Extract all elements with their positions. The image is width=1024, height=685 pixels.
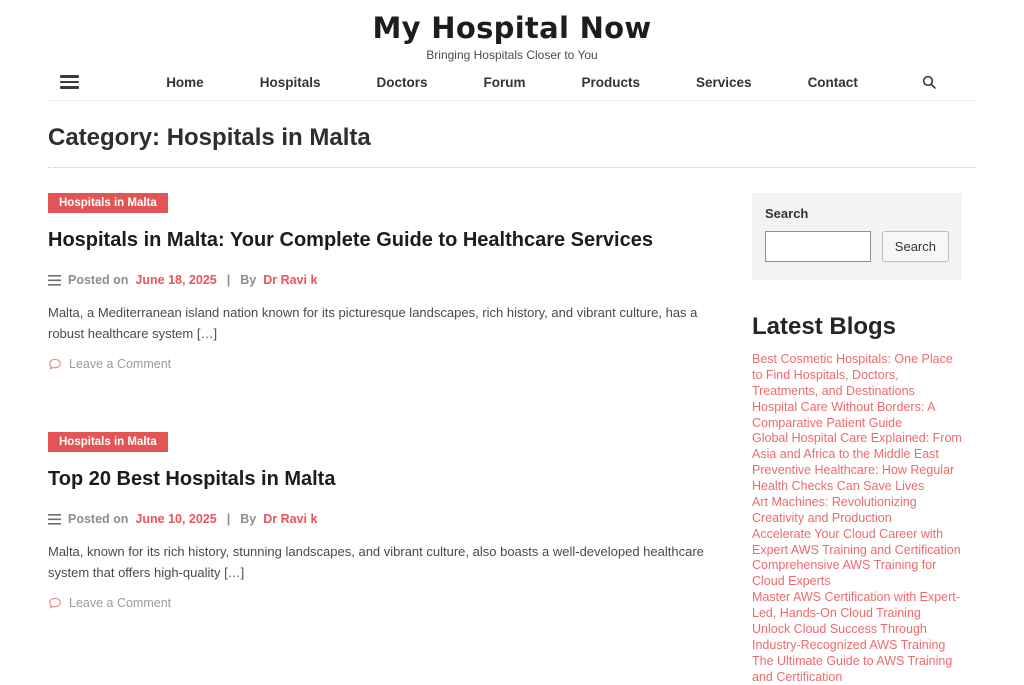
search-widget bbox=[752, 193, 962, 280]
site-tagline: Bringing Hospitals Closer to You bbox=[426, 48, 598, 62]
main-nav bbox=[0, 64, 1024, 100]
leave-a-comment-label: Leave a Comment bbox=[69, 357, 172, 372]
search-icon[interactable] bbox=[921, 74, 937, 90]
blog-link[interactable]: Master AWS Certification with Expert-Led, Hands-On Cloud Training bbox=[752, 590, 960, 620]
by-label: By bbox=[240, 273, 257, 287]
blog-link[interactable]: Art Machines: Revolutionizing Creativity and Production bbox=[752, 494, 917, 525]
page-title: Category: Hospitals in Malta bbox=[48, 124, 371, 151]
post-meta bbox=[48, 273, 722, 287]
blog-link[interactable]: Global Hospital Care Explained: From Asia and Africa to the Middle East bbox=[752, 431, 962, 462]
post-author-link[interactable]: Dr Ravi k bbox=[263, 273, 318, 287]
list-icon bbox=[48, 514, 61, 525]
category-badge[interactable]: Hospitals in Malta bbox=[48, 432, 168, 452]
post-excerpt: Malta, known for its rich history, stunning landscapes, and vibrant culture, also boasts a well-developed healthcare system that offers high-quality […] bbox=[48, 544, 704, 581]
blog-link[interactable]: Unlock Cloud Success Through Industry-Recognized AWS Training bbox=[752, 621, 946, 652]
post-title[interactable]: Hospitals in Malta: Your Complete Guide to Healthcare Services bbox=[48, 229, 653, 251]
nav-item-home[interactable]: Home bbox=[166, 74, 204, 90]
post-card bbox=[48, 432, 722, 610]
blog-link[interactable]: The Ultimate Guide to AWS Training and Certification bbox=[752, 653, 953, 684]
blog-link[interactable]: Accelerate Your Cloud Career with Expert AWS Training and Certification bbox=[752, 526, 961, 557]
leave-a-comment-link[interactable] bbox=[48, 357, 171, 371]
posted-on-label: Posted on bbox=[68, 512, 129, 527]
search-widget-title: Search bbox=[765, 206, 809, 221]
hamburger-icon[interactable] bbox=[60, 75, 79, 89]
post-excerpt: Malta, a Mediterranean island nation known for its picturesque landscapes, rich history, and vibrant culture, has a robust healthcare system […] bbox=[48, 305, 698, 342]
post-card bbox=[48, 193, 722, 371]
nav-item-hospitals[interactable]: Hospitals bbox=[259, 74, 321, 90]
nav-item-services[interactable]: Services bbox=[696, 74, 752, 90]
latest-blogs-widget bbox=[752, 313, 962, 685]
speech-bubble-icon bbox=[48, 357, 62, 371]
category-badge[interactable]: Hospitals in Malta bbox=[48, 193, 168, 213]
post-date-link[interactable]: June 10, 2025 bbox=[135, 512, 217, 527]
meta-separator: | bbox=[226, 273, 231, 287]
nav-item-contact[interactable]: Contact bbox=[807, 74, 858, 90]
sidebar bbox=[752, 193, 962, 685]
blog-link[interactable]: Best Cosmetic Hospitals: One Place to Find Hospitals, Doctors, Treatments, and Destinations bbox=[752, 352, 953, 398]
search-input[interactable] bbox=[765, 231, 871, 262]
blog-link[interactable]: Hospital Care Without Borders: A Comparative Patient Guide bbox=[752, 399, 935, 430]
nav-item-doctors[interactable]: Doctors bbox=[376, 74, 428, 90]
nav-divider bbox=[48, 100, 976, 101]
site-header bbox=[0, 0, 1024, 62]
blog-link[interactable]: Comprehensive AWS Training for Cloud Experts bbox=[752, 558, 937, 589]
search-button[interactable]: Search bbox=[882, 231, 949, 262]
blog-link[interactable]: Preventive Healthcare: How Regular Health Checks Can Save Lives bbox=[752, 463, 955, 493]
nav-menu bbox=[166, 75, 858, 90]
list-icon bbox=[48, 275, 61, 286]
leave-a-comment-label: Leave a Comment bbox=[69, 596, 172, 611]
nav-item-products[interactable]: Products bbox=[581, 74, 640, 90]
post-date-link[interactable]: June 18, 2025 bbox=[135, 273, 217, 287]
speech-bubble-icon bbox=[48, 596, 62, 610]
site-title[interactable]: My Hospital Now bbox=[372, 11, 652, 45]
meta-separator: | bbox=[226, 512, 231, 527]
posted-on-label: Posted on bbox=[68, 273, 129, 287]
nav-item-forum[interactable]: Forum bbox=[483, 74, 526, 90]
post-title[interactable]: Top 20 Best Hospitals in Malta bbox=[48, 468, 336, 491]
leave-a-comment-link[interactable] bbox=[48, 596, 171, 610]
post-list bbox=[48, 193, 722, 685]
post-meta bbox=[48, 512, 722, 526]
latest-blogs-list bbox=[752, 352, 962, 685]
post-author-link[interactable]: Dr Ravi k bbox=[263, 512, 318, 527]
latest-blogs-title: Latest Blogs bbox=[752, 313, 897, 340]
dotted-divider bbox=[48, 167, 976, 168]
by-label: By bbox=[240, 512, 257, 527]
